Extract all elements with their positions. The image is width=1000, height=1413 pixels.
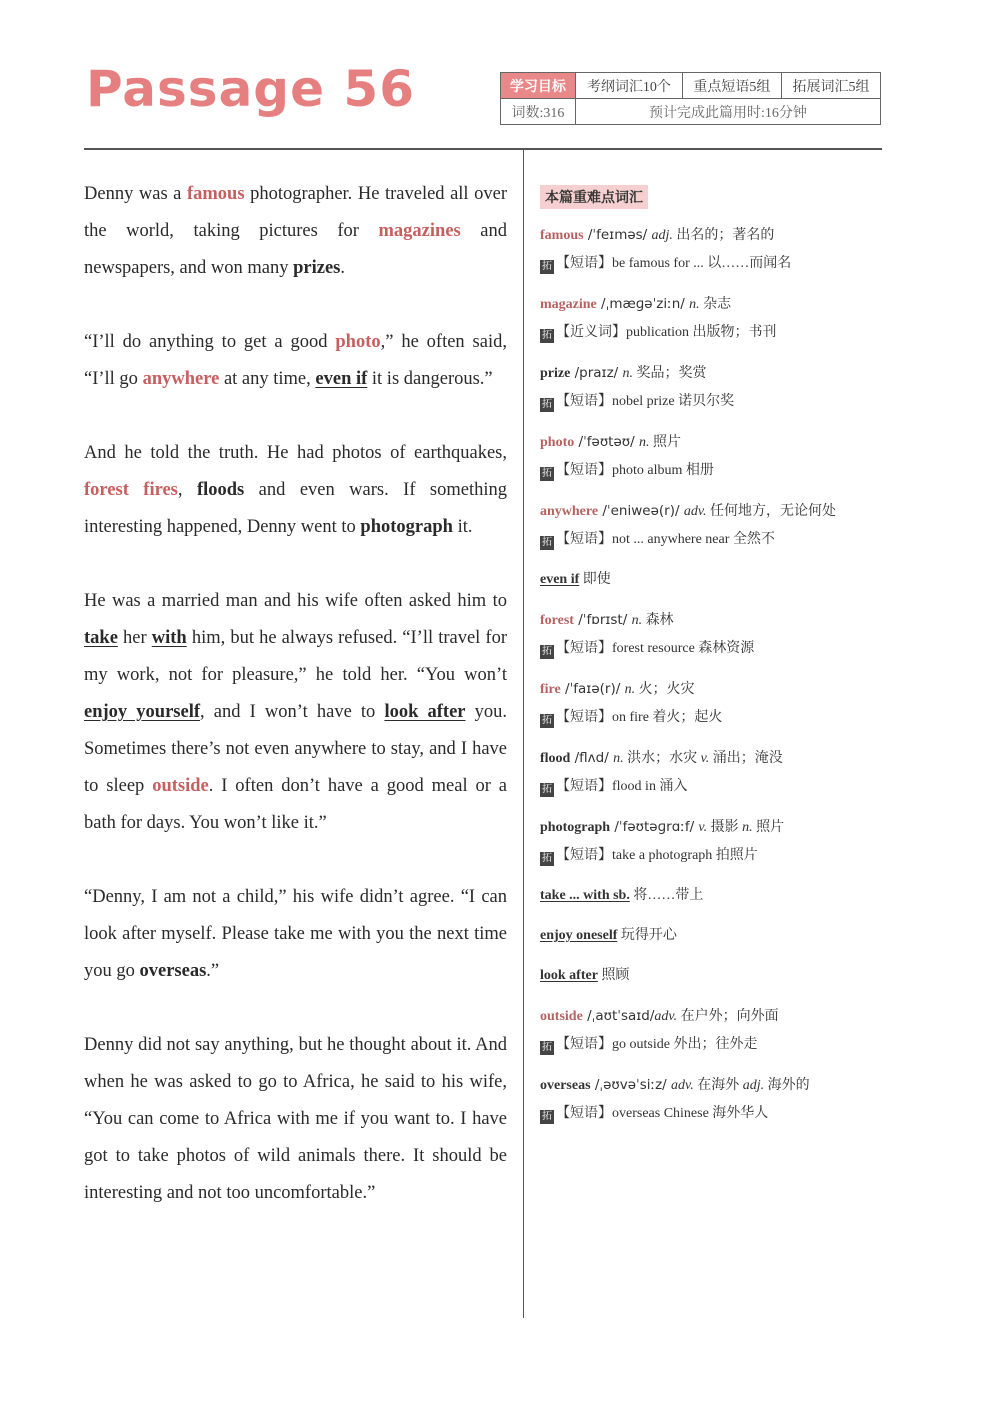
vocab-extension: [540, 635, 885, 663]
paragraph: [84, 176, 507, 287]
extension-badge-icon: 拓: [542, 399, 552, 410]
part-of-speech: adv.: [671, 1078, 694, 1093]
bold-word: floods: [196, 480, 245, 500]
vocab-definition: [540, 962, 885, 990]
extension-badge-icon: 拓: [542, 537, 552, 548]
bold-word: overseas: [139, 961, 207, 981]
vocab-entry: [540, 744, 885, 801]
part-of-speech: n.: [622, 366, 634, 381]
paragraph: [84, 1027, 507, 1212]
keyword: photo: [335, 332, 381, 352]
phonetic: /ˌəʊvəˈsiːz/: [590, 1077, 672, 1093]
vocab-definition: [540, 359, 885, 388]
text-run: and even wars. If something interesting happened, Denny went to: [84, 480, 508, 537]
vocab-entry: [540, 606, 885, 663]
gloss: 在户外；向外面: [677, 1009, 779, 1024]
part-of-speech: adj.: [651, 228, 673, 243]
vocab-entry: [540, 359, 885, 416]
text-run: Denny did not say anything, but he thought about it. And when he was asked to go to Africa, he said to his wife, “You can come to Africa with me if you want to. I have got to take photos of wild animals there. It should be interesting and not too uncomfortable.”: [84, 1035, 507, 1203]
vocab-entry: [540, 290, 885, 347]
headword: enjoy oneself: [540, 928, 618, 943]
vocab-definition: [540, 566, 885, 594]
extension-badge-icon: 拓: [542, 1042, 552, 1053]
vocab-list: [540, 221, 885, 1128]
vocab-definition: [540, 744, 885, 773]
vocab-extension: [540, 1100, 885, 1128]
vocab-extension: [540, 842, 885, 870]
vocab-extension: [540, 388, 885, 416]
vocab-entry: [540, 922, 885, 950]
paragraph: [84, 324, 507, 398]
gloss: 海外的: [764, 1078, 810, 1093]
phonetic: /ˈfəʊtəʊ/: [574, 434, 639, 450]
gloss: 【短语】take a photograph 拍照片: [556, 848, 758, 863]
vocab-entry: [540, 962, 885, 990]
extension-badge-icon: 拓: [542, 784, 552, 795]
learning-goals-table: [500, 72, 881, 125]
headword: photograph: [540, 820, 611, 835]
gloss: 奖品；奖赏: [633, 366, 707, 381]
headword: famous: [540, 228, 584, 243]
phonetic: /ˌaʊtˈsaɪd/: [582, 1008, 655, 1024]
vocab-entry: [540, 497, 885, 554]
headword: magazine: [540, 297, 597, 312]
headword: prize: [540, 366, 571, 381]
text-run: And he told the truth. He had photos of earthquakes,: [84, 443, 507, 463]
vocab-entry: [540, 882, 885, 910]
vocab-definition: [540, 290, 885, 319]
part-of-speech: n.: [689, 297, 700, 312]
vocab-panel: [540, 185, 885, 1140]
passage-body: [84, 176, 507, 1249]
extension-badge-icon: 拓: [542, 853, 552, 864]
vocab-entry: [540, 675, 885, 732]
vocab-definition: [540, 675, 885, 704]
phonetic: /ˈfɒrɪst/: [573, 612, 632, 628]
part-of-speech: v.: [698, 820, 708, 835]
headword: take ... with sb.: [540, 888, 630, 903]
part-of-speech: n.: [613, 751, 624, 766]
phonetic: /praɪz/: [570, 365, 623, 381]
text-run: it is dangerous.”: [367, 369, 493, 389]
key-phrase: even if: [315, 369, 368, 389]
part-of-speech: n.: [624, 682, 636, 697]
gloss: 【短语】overseas Chinese 海外华人: [556, 1106, 769, 1121]
text-run: , and I won’t have to: [200, 702, 385, 722]
phonetic: /ˌmæɡəˈziːn/: [596, 296, 690, 312]
word-count: 词数:316: [501, 99, 576, 125]
vocab-definition: [540, 813, 885, 842]
headword: look after: [540, 968, 598, 983]
extension-badge-icon: 拓: [542, 715, 552, 726]
key-phrase: take: [84, 628, 118, 648]
gloss: 【近义词】publication 出版物；书刊: [556, 325, 777, 340]
vocab-entry: [540, 566, 885, 594]
part-of-speech: n.: [742, 820, 753, 835]
text-run: “I’ll do anything to get a good: [84, 332, 336, 352]
text-run: “Denny, I am not a child,” his wife didn’t agree. “I can look after myself. Please take me with you the next time you go: [84, 887, 507, 981]
vocab-entry: [540, 813, 885, 870]
text-run: at any time,: [219, 369, 316, 389]
keyword: magazines: [378, 221, 461, 241]
headword: flood: [540, 751, 571, 766]
text-run: He was a married man and his wife often asked him to: [84, 591, 507, 611]
text-run: .: [340, 258, 345, 278]
vocab-heading: 本篇重难点词汇: [540, 185, 648, 209]
vocab-entry: [540, 1002, 885, 1059]
gloss: 森林: [642, 613, 674, 628]
keyword: famous: [186, 184, 245, 204]
key-phrase: with: [151, 628, 187, 648]
vocab-entry: [540, 1071, 885, 1128]
vocab-definition: [540, 922, 885, 950]
header-divider: [84, 148, 882, 150]
phonetic: /ˈeniweə(r)/: [598, 503, 684, 519]
keyword: anywhere: [142, 369, 220, 389]
text-run: her: [117, 628, 152, 648]
gloss: 照顾: [597, 968, 630, 983]
gloss: 【短语】nobel prize 诺贝尔奖: [556, 394, 735, 409]
gloss: 出名的；著名的: [672, 228, 775, 243]
vocab-extension: [540, 526, 885, 554]
part-of-speech: adv.: [683, 504, 707, 519]
gloss: 玩得开心: [617, 928, 677, 943]
vocab-entry: [540, 428, 885, 485]
extension-badge-icon: 拓: [542, 330, 552, 341]
vocab-extension: [540, 457, 885, 485]
text-run: ,: [177, 480, 197, 500]
vocab-definition: [540, 428, 885, 457]
goal-phrase-count: 重点短语5组: [682, 73, 781, 99]
text-run: and newspapers, and won many: [84, 221, 507, 278]
gloss: 【短语】on fire 着火；起火: [556, 710, 723, 725]
extension-badge-icon: 拓: [542, 468, 552, 479]
gloss: 【短语】be famous for ... 以……而闻名: [556, 256, 792, 271]
paragraph: [84, 435, 507, 546]
vocab-definition: [540, 1002, 885, 1031]
gloss: 洪水；水灾: [623, 751, 701, 766]
headword: fire: [540, 682, 561, 697]
phonetic: /ˈfəʊtəɡrɑːf/: [610, 819, 699, 835]
extension-badge-icon: 拓: [542, 1111, 552, 1122]
gloss: 【短语】forest resource 森林资源: [556, 641, 755, 656]
vocab-definition: [540, 606, 885, 635]
part-of-speech: adj.: [742, 1078, 765, 1093]
gloss: 任何地方，无论何处: [706, 504, 837, 519]
headword: overseas: [540, 1078, 591, 1093]
headword: outside: [540, 1009, 583, 1024]
text-run: ,” he often said, “I’ll go: [84, 332, 507, 389]
gloss: 摄影: [707, 820, 743, 835]
extension-badge-icon: 拓: [542, 261, 552, 272]
vocab-definition: [540, 497, 885, 526]
vocab-entry: [540, 221, 885, 278]
gloss: 火；火灾: [635, 682, 695, 697]
headword: anywhere: [540, 504, 599, 519]
gloss: 即使: [579, 572, 611, 587]
gloss: 【短语】go outside 外出；往外走: [556, 1037, 758, 1052]
keyword: outside: [152, 776, 209, 796]
passage-title: Passage 56: [86, 60, 415, 118]
phonetic: /ˈfeɪməs/: [583, 227, 652, 243]
headword: even if: [540, 572, 580, 587]
phonetic: /flʌd/: [570, 750, 614, 766]
text-run: Denny was a: [84, 184, 187, 204]
text-run: . I often don’t have a good meal or a bath for days. You won’t like it.”: [84, 776, 507, 833]
text-run: it.: [452, 517, 473, 537]
vocab-extension: [540, 704, 885, 732]
gloss: 照片: [649, 435, 681, 450]
vocab-extension: [540, 319, 885, 347]
gloss: 【短语】flood in 涌入: [556, 779, 688, 794]
goal-label: 学习目标: [501, 73, 576, 99]
headword: photo: [540, 435, 575, 450]
bold-word: prizes: [293, 258, 341, 278]
vocab-extension: [540, 250, 885, 278]
text-run: .”: [206, 961, 220, 981]
key-phrase: look after: [384, 702, 466, 722]
gloss: 【短语】not ... anywhere near 全然不: [556, 532, 775, 547]
vocab-extension: [540, 1031, 885, 1059]
part-of-speech: n.: [638, 435, 650, 450]
vocab-extension: [540, 773, 885, 801]
part-of-speech: v.: [700, 751, 710, 766]
key-phrase: enjoy yourself: [84, 702, 201, 722]
paragraph: [84, 879, 507, 990]
bold-word: photograph: [360, 517, 453, 537]
goal-extend-count: 拓展词汇5组: [781, 73, 880, 99]
text-run: him, but he always refused. “I’ll travel for my work, not for pleasure,” he told her. “You won’t: [84, 628, 507, 685]
gloss: 在海外: [693, 1078, 743, 1093]
extension-badge-icon: 拓: [542, 646, 552, 657]
text-run: photographer. He traveled all over the world, taking pictures for: [84, 184, 507, 241]
gloss: 涌出；淹没: [709, 751, 783, 766]
keyword: forest fires: [84, 480, 178, 500]
vocab-definition: [540, 882, 885, 910]
gloss: 【短语】photo album 相册: [556, 463, 714, 478]
vocab-definition: [540, 221, 885, 250]
goal-vocab-count: 考纲词汇10个: [575, 73, 682, 99]
gloss: 将……带上: [629, 888, 704, 903]
text-run: you. Sometimes there’s not even anywhere to stay, and I have to sleep: [84, 702, 508, 796]
headword: forest: [540, 613, 574, 628]
gloss: 照片: [752, 820, 785, 835]
paragraph: [84, 583, 507, 842]
part-of-speech: adv.: [654, 1009, 678, 1024]
phonetic: /ˈfaɪə(r)/: [560, 681, 625, 697]
estimated-time: 预计完成此篇用时:16分钟: [575, 99, 880, 125]
vocab-definition: [540, 1071, 885, 1100]
column-divider: [523, 150, 524, 1318]
part-of-speech: n.: [631, 613, 643, 628]
gloss: 杂志: [699, 297, 732, 312]
